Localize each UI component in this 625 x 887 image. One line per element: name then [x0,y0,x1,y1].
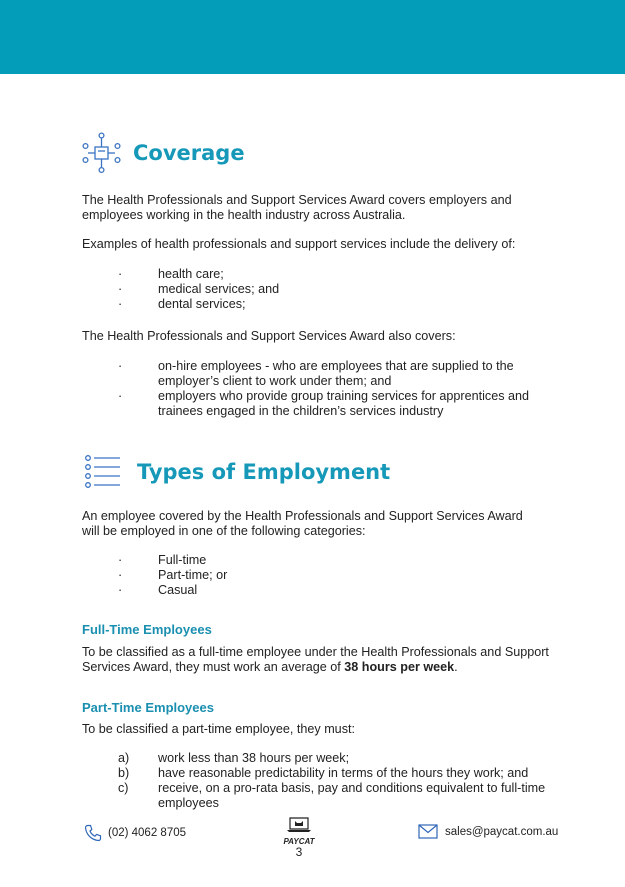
footer-phone[interactable] [84,824,186,842]
coverage-also-lead: The Health Professionals and Support Services Award also covers: [82,329,456,343]
paycat-logo [282,815,316,858]
phone-icon [84,824,102,842]
employment-heading [82,454,390,490]
part-time-conditions-list [118,751,558,811]
cat-laptop-icon [286,815,312,833]
coverage-also-list [118,359,558,419]
phone-number: (02) 4062 8705 [108,827,187,839]
list-item: · on-hire employees - who are employees that are supplied to the employer’s client to work under them; and [118,359,514,388]
list-item: · Full-time [118,553,207,567]
header-banner [0,0,625,74]
list-icon [82,454,122,490]
part-time-lead: To be classified a part-time employee, they must: [82,722,355,736]
email-address: sales@paycat.com.au [445,825,559,838]
employment-categories-list [118,553,558,598]
logo-text: PAYCAT [283,837,315,846]
full-time-heading: Full-Time Employees [82,622,212,637]
full-time-text: To be classified as a full-time employee under the Health Professionals and Support Services Award, they must work an average of 38 hours per week. [82,645,549,674]
list-item: · dental services; [118,297,246,311]
coverage-heading [82,132,245,174]
list-item: · health care; [118,267,224,281]
list-item: c) receive, on a pro-rata basis, pay and conditions equivalent to full-time employees [118,781,546,810]
employment-intro: An employee covered by the Health Professionals and Support Services Award will be employed in one of the following categories: [82,509,523,538]
full-time-hours: 38 hours per week [344,660,455,674]
list-item: · Casual [118,583,198,597]
coverage-title: Coverage [133,141,245,165]
list-item: · Part-time; or [118,568,228,582]
envelope-icon [418,824,438,839]
coverage-examples-lead: Examples of health professionals and support services include the delivery of: [82,237,516,251]
coverage-examples-list [118,267,558,312]
footer-email[interactable] [418,824,558,839]
list-item: b) have reasonable predictability in terms of the hours they work; and [118,766,529,780]
coverage-intro: The Health Professionals and Support Services Award covers employers and employees working in the health industry across Australia. [82,193,512,222]
list-item: a) work less than 38 hours per week; [118,751,350,765]
page-number: 3 [295,845,303,859]
list-item: · employers who provide group training services for apprentices and trainees engaged in the children’s services industry [118,389,530,418]
list-item: · medical services; and [118,282,280,296]
part-time-heading: Part-Time Employees [82,700,214,715]
network-icon [82,132,122,174]
employment-title: Types of Employment [137,460,391,484]
